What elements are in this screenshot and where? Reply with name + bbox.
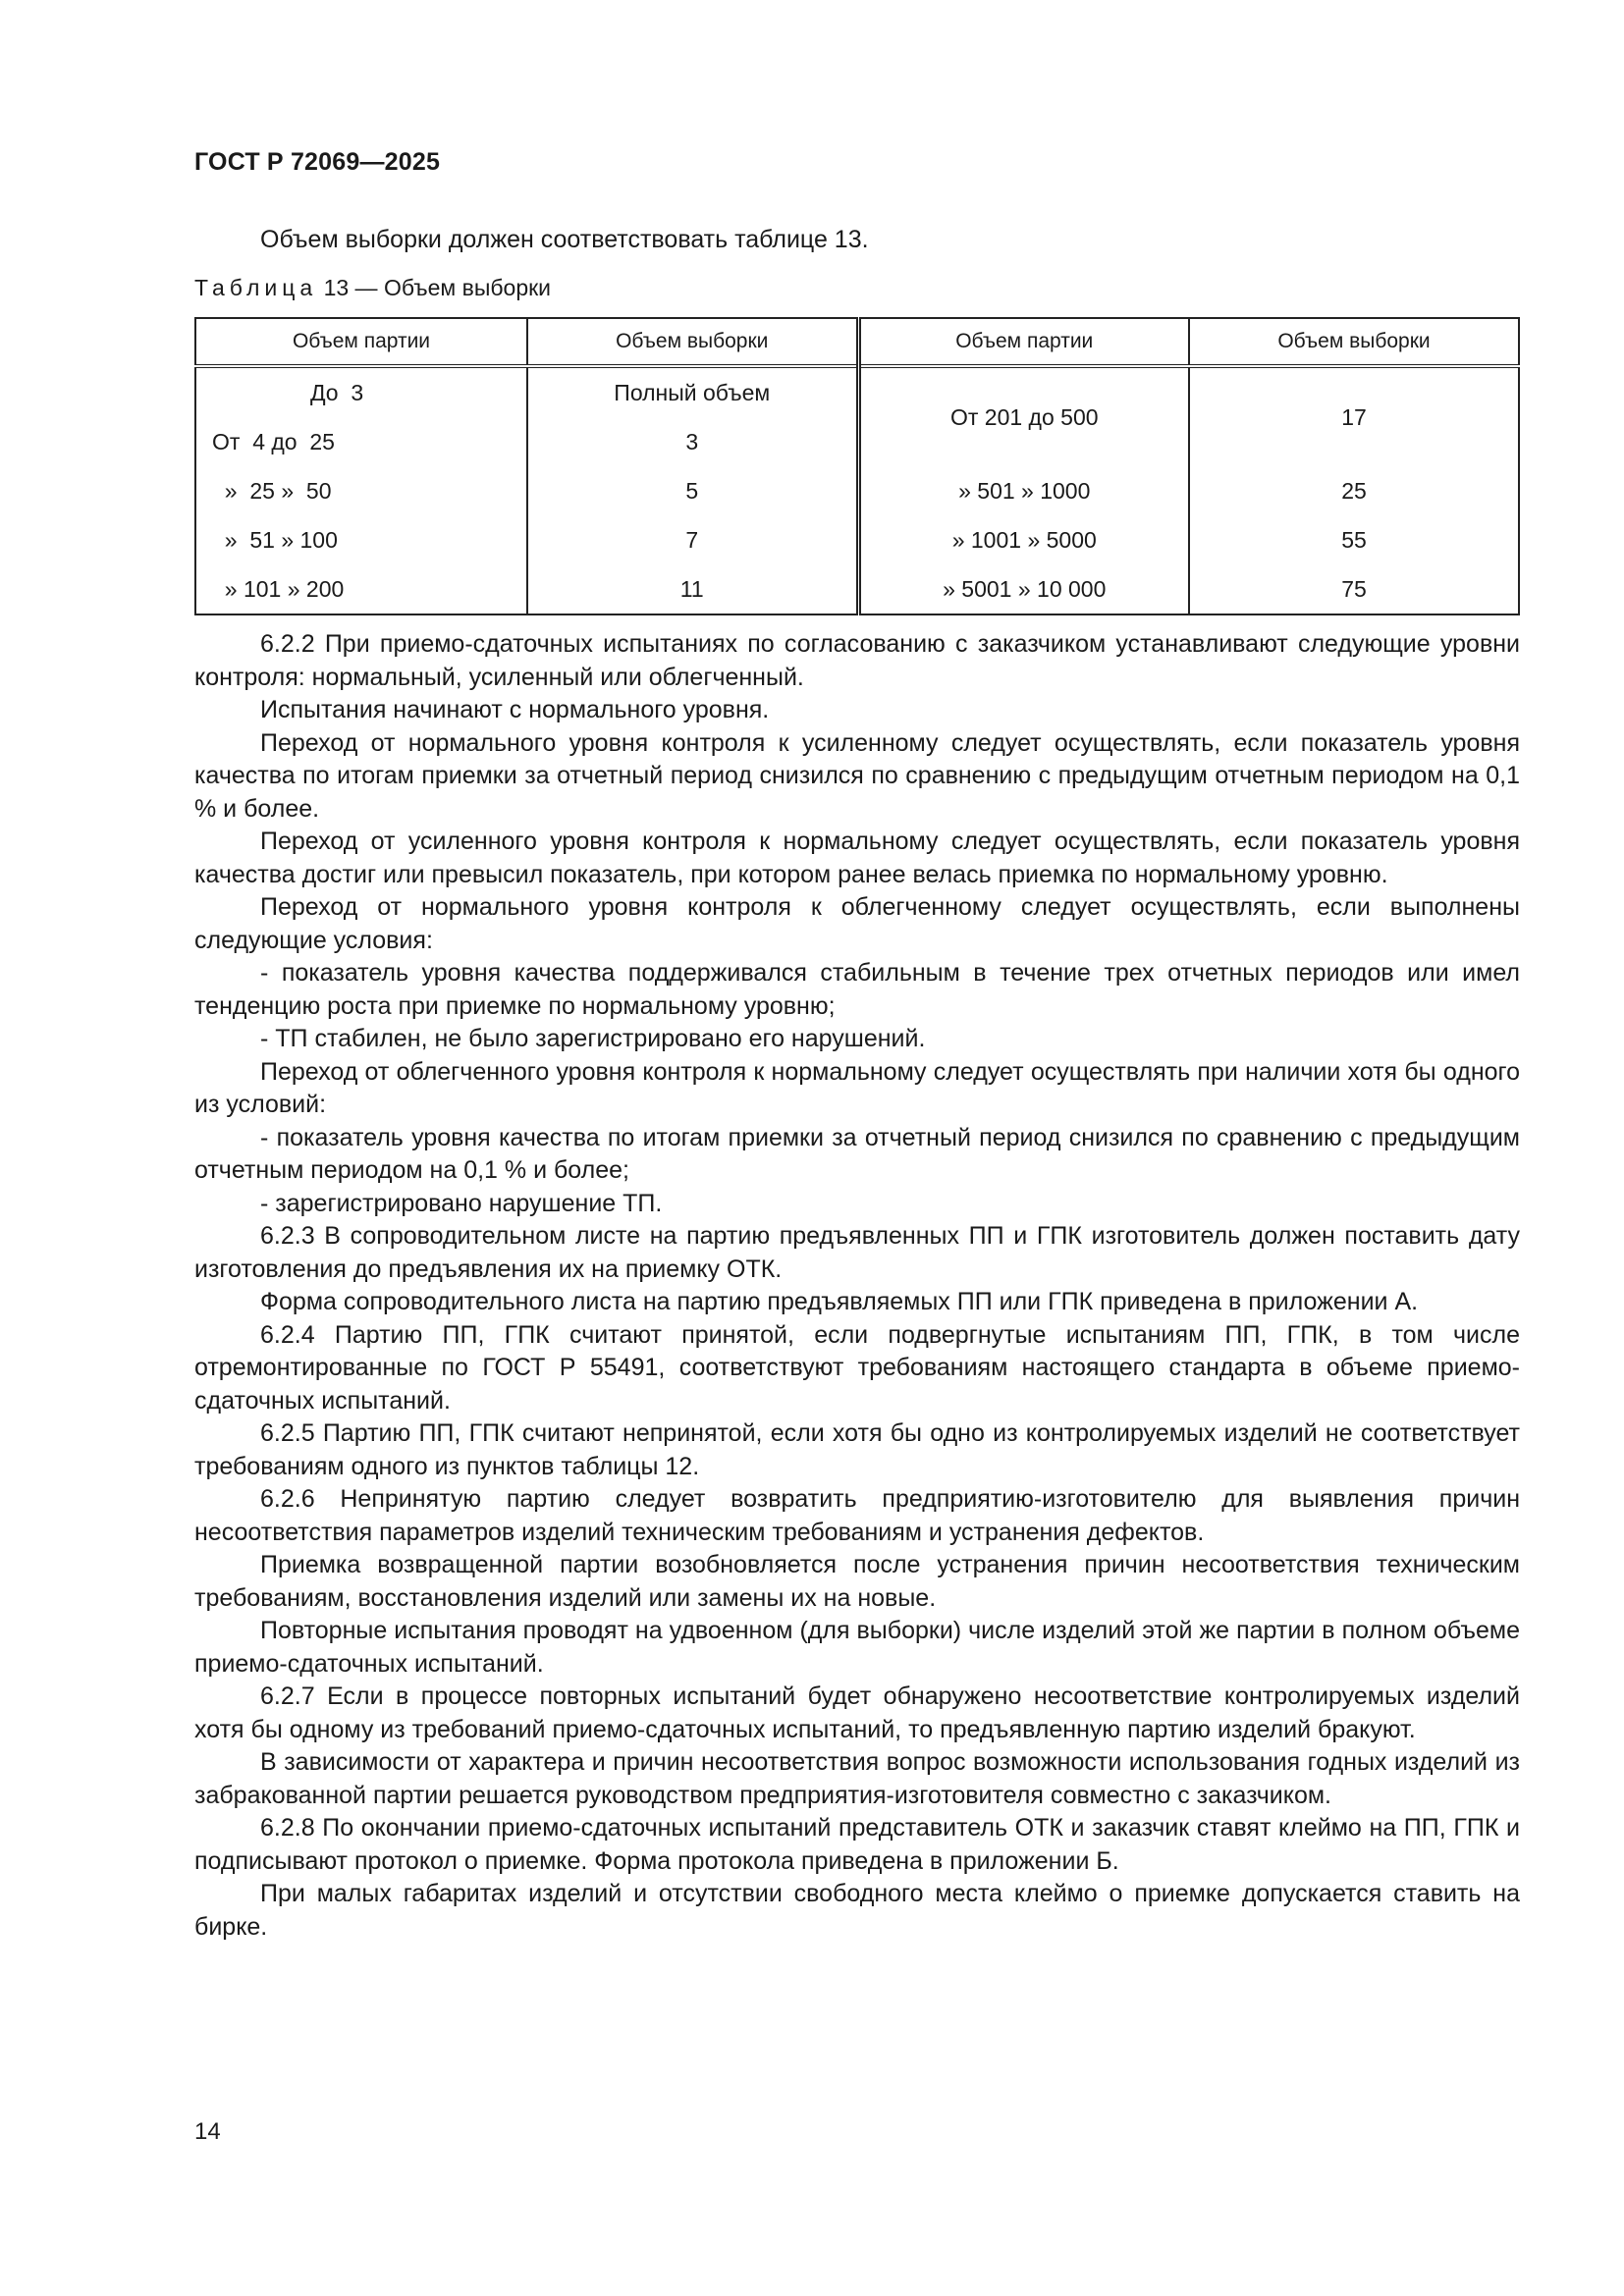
paragraph: Переход от нормального уровня контроля к облегченному следует осуществлять, если выполнены следующие условия: bbox=[194, 893, 1520, 954]
table-cell-sample: 11 bbox=[527, 564, 858, 614]
table-cell-sample: 25 bbox=[1189, 466, 1519, 515]
table-cell-sample: 17 bbox=[1189, 366, 1519, 466]
table-cell-lot: » 25 » 50 bbox=[195, 466, 527, 515]
list-item: - ТП стабилен, не было зарегистрировано его нарушений. bbox=[260, 1025, 926, 1052]
table-caption-word: Таблица bbox=[194, 275, 318, 300]
paragraph: При малых габаритах изделий и отсутствии свободного места клеймо о приемке допускается ставить на бирке. bbox=[194, 1880, 1520, 1941]
table-cell-lot: » 501 » 1000 bbox=[858, 466, 1189, 515]
intro-text: Объем выборки должен соответствовать таблице 13. bbox=[260, 226, 869, 253]
header-sample-size-left: Объем выборки bbox=[527, 318, 858, 366]
table-cell-lot: От 201 до 500 bbox=[858, 366, 1189, 466]
header-sample-size-right: Объем выборки bbox=[1189, 318, 1519, 366]
table-cell-lot: » 5001 » 10 000 bbox=[858, 564, 1189, 614]
page-number: 14 bbox=[194, 2118, 221, 2145]
table-cell-lot: » 51 » 100 bbox=[195, 515, 527, 564]
document-code: ГОСТ Р 72069—2025 bbox=[194, 148, 441, 176]
paragraph-6-2-5: 6.2.5 Партию ПП, ГПК считают непринятой, если хотя бы одно из контролируемых изделий не соответствует требованиям одного из пунктов таблицы 12. bbox=[194, 1419, 1520, 1480]
header-lot-size-right: Объем партии bbox=[858, 318, 1189, 366]
table-cell-sample: 7 bbox=[527, 515, 858, 564]
table-cell-sample: 3 bbox=[527, 417, 858, 466]
list-item: - показатель уровня качества поддерживался стабильным в течение трех отчетных периодов или имел тенденцию роста при приемке по нормальному уровню; bbox=[194, 959, 1520, 1020]
table-cell-sample: Полный объем bbox=[527, 366, 858, 417]
paragraph: Форма сопроводительного листа на партию предъявляемых ПП или ГПК приведена в приложении А. bbox=[260, 1288, 1419, 1315]
list-item: - показатель уровня качества по итогам приемки за отчетный период снизился по сравнению с предыдущим отчетным периодом на 0,1 % и более; bbox=[194, 1123, 1520, 1184]
paragraph-6-2-3: 6.2.3 В сопроводительном листе на партию предъявленных ПП и ГПК изготовитель должен поставить дату изготовления до предъявления их на приемку ОТК. bbox=[194, 1222, 1520, 1283]
paragraph: Испытания начинают с нормального уровня. bbox=[260, 696, 770, 723]
table-cell-sample: 55 bbox=[1189, 515, 1519, 564]
table-cell-sample: 75 bbox=[1189, 564, 1519, 614]
paragraph-6-2-4: 6.2.4 Партию ПП, ГПК считают принятой, если подвергнутые испытаниям ПП, ГПК, в том числе отремонтированные по ГОСТ Р 55491, соответствуют требованиям настоящего стандарта в объеме приемо-сдаточных испытаний. bbox=[194, 1320, 1520, 1415]
paragraph: Переход от нормального уровня контроля к усиленному следует осуществлять, если показатель уровня качества по итогам приемки за отчетный период снизился по сравнению с предыдущим отчетным периодом на 0,1 % и более. bbox=[194, 728, 1520, 823]
paragraph: В зависимости от характера и причин несоответствия вопрос возможности использования годных изделий из забракованной партии решается руководством предприятия-изготовителя совместно с заказчиком. bbox=[194, 1748, 1520, 1809]
paragraph-6-2-8: 6.2.8 По окончании приемо-сдаточных испытаний представитель ОТК и заказчик ставят клеймо на ПП, ГПК и подписывают протокол о приемке. Форма протокола приведена в приложении Б. bbox=[194, 1814, 1520, 1875]
paragraph: Приемка возвращенной партии возобновляется после устранения причин несоответствия техническим требованиям, восстановления изделий или замены их на новые. bbox=[194, 1551, 1520, 1612]
table-cell-sample: 5 bbox=[527, 466, 858, 515]
paragraph: Переход от облегченного уровня контроля к нормальному следует осуществлять при наличии хотя бы одного из условий: bbox=[194, 1057, 1520, 1118]
table-cell-lot: » 1001 » 5000 bbox=[858, 515, 1189, 564]
table-cell-lot: » 101 » 200 bbox=[195, 564, 527, 614]
paragraph: Переход от усиленного уровня контроля к нормальному следует осуществлять, если показатель уровня качества достиг или превысил показатель, при котором ранее велась приемка по нормальному уровню. bbox=[194, 828, 1520, 888]
paragraph-6-2-7: 6.2.7 Если в процессе повторных испытаний будет обнаружено несоответствие контролируемых изделий хотя бы одному из требований приемо-сдаточных испытаний, то предъявленную партию изделий бракуют. bbox=[194, 1682, 1520, 1743]
sample-size-table bbox=[194, 317, 1520, 615]
list-item: - зарегистрировано нарушение ТП. bbox=[260, 1189, 663, 1217]
table-cell-lot: От 4 до 25 bbox=[195, 417, 527, 466]
table-caption bbox=[194, 275, 551, 301]
paragraph-6-2-2: 6.2.2 При приемо-сдаточных испытаниях по согласованию с заказчиком устанавливают следующие уровни контроля: нормальный, усиленный или облегченный. bbox=[194, 630, 1520, 691]
paragraph-6-2-6: 6.2.6 Непринятую партию следует возвратить предприятию-изготовителю для выявления причин несоответствия параметров изделий техническим требованиям и устранения дефектов. bbox=[194, 1485, 1520, 1546]
paragraph: Повторные испытания проводят на удвоенном (для выборки) числе изделий этой же партии в полном объеме приемо-сдаточных испытаний. bbox=[194, 1617, 1520, 1678]
body-text bbox=[194, 628, 1520, 1944]
table-cell-lot: До 3 bbox=[195, 366, 527, 417]
header-lot-size-left: Объем партии bbox=[195, 318, 527, 366]
table-caption-title: 13 — Объем выборки bbox=[317, 275, 552, 300]
